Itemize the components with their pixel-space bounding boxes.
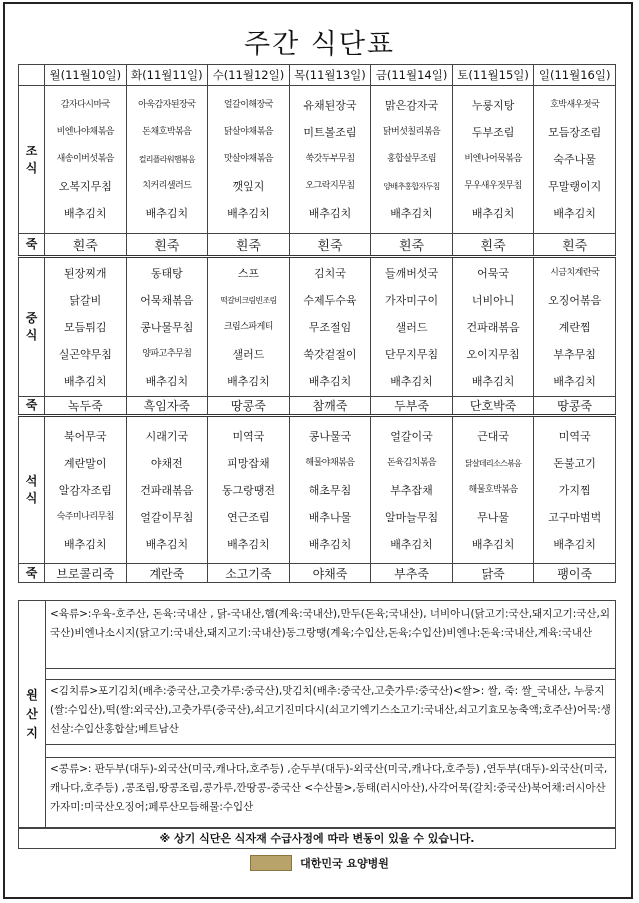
menu-item: 새송이버섯볶음 (56, 154, 114, 164)
menu-item: 떡갈비크림빈조림 (220, 295, 277, 305)
breakfast-cell (45, 86, 127, 234)
menu-item: 돈불고기 (553, 456, 596, 470)
menu-item: 얼갈이무침 (140, 510, 194, 524)
menu-item: 가자미구이 (384, 293, 439, 307)
menu-item: 동태탕 (150, 266, 183, 280)
menu-item: 홍합살무조림 (386, 154, 437, 164)
menu-item: 양배추홍합자두침 (383, 182, 440, 191)
origin-beans: <콩류>: 판두부(대두)-외국산(미국,캐나다,호주등) ,순두부(대두)-외국산(미국,캐나다,호주등) ,연두부(대두)-외국산(미국,캐나다,호주등) ,콩조림,땅콩조림,콩가루,깐땅콩-중국산 <수산물>,동태(러시아산),사각어묵(갈치:중국산)북어채:러시아산가자미:미국산오징어;페루산모듬해물:수입산 (46, 757, 615, 827)
menu-item: 배추김치 (471, 374, 515, 388)
page-title: 주간 식단표 (244, 29, 395, 60)
lunch-cell (208, 257, 290, 397)
lunch-cell (45, 257, 127, 397)
dinner-cell (534, 416, 616, 564)
porridge-cell: 흑임자죽 (126, 397, 208, 416)
menu-item: 깻잎지 (232, 180, 265, 193)
menu-item: 스프 (237, 266, 260, 280)
menu-item: 모듬장조림 (548, 126, 602, 139)
breakfast-cell (452, 86, 534, 234)
menu-item: 시래기국 (145, 429, 189, 443)
menu-item: 부추무침 (553, 347, 596, 361)
day-header-row (19, 65, 616, 86)
porridge-cell: 소고기죽 (208, 564, 290, 583)
porridge-cell: 계란죽 (126, 564, 208, 583)
dinner-cell (452, 416, 534, 564)
origin-kimchi: <김치류>포기김치(배추:중국산,고춧가루:중국산),맛김치(배추:중국산,고춧가루:중국산)<쌀>: 쌀, 죽: 쌀_국내산, 누룽지(쌀:수입산),떡(쌀:외국산),고춧가루(중국산),쇠고기진미다시(쇠고기엑기스소고기:국내산,쇠고기효모농축액;호주산)어묵:생선살:수입산홍합살;베트남산 (46, 679, 615, 745)
menu-item: 어묵채볶음 (140, 293, 194, 307)
day-header: 토(11월15일) (452, 65, 534, 86)
footer (0, 853, 639, 873)
day-header: 일(11월16일) (534, 65, 616, 86)
breakfast-cell (126, 86, 208, 234)
lunch-cell (452, 257, 534, 397)
day-header: 월(11월10일) (45, 65, 127, 86)
menu-item: 콩나물국 (308, 429, 352, 443)
menu-item: 해초무침 (308, 483, 352, 497)
menu-item: 샐러드 (232, 347, 265, 361)
menu-item: 배추김치 (64, 374, 107, 388)
lunch-cell (371, 257, 453, 397)
breakfast-cell (371, 86, 453, 234)
menu-item: 동그랑땡전 (221, 483, 275, 497)
menu-item: 너비아니 (471, 293, 515, 307)
origin-info-box (18, 600, 616, 828)
porridge-cell: 흰죽 (126, 234, 208, 257)
menu-item: 무우새우젓무침 (464, 181, 522, 191)
menu-item: 샐러드 (395, 320, 428, 334)
breakfast-cell (534, 86, 616, 234)
porridge-label: 죽 (19, 234, 45, 257)
menu-item: 들깨버섯국 (384, 266, 439, 280)
menu-item: 돈채호박볶음 (142, 127, 192, 137)
menu-item: 호박새우젓국 (550, 100, 600, 110)
menu-item: 닭살야채볶음 (223, 127, 273, 137)
menu-item: 모듬튀김 (64, 320, 107, 334)
hospital-logo (250, 855, 292, 871)
porridge-cell: 단호박죽 (452, 397, 534, 416)
menu-item: 무말랭이지 (548, 180, 602, 193)
porridge-label: 죽 (19, 397, 45, 416)
menu-item: 배추김치 (145, 207, 189, 220)
menu-item: 배추김치 (308, 537, 352, 551)
porridge-cell: 브로콜리죽 (45, 564, 127, 583)
menu-item: 시금치계란국 (550, 267, 600, 278)
menu-item: 얼갈이해장국 (223, 100, 273, 110)
menu-item: 누룽지탕 (471, 99, 515, 112)
menu-item: 양파고추무침 (142, 348, 192, 359)
menu-item: 숙주나물 (553, 153, 596, 166)
menu-item: 배추김치 (145, 374, 189, 388)
porridge-label: 죽 (19, 564, 45, 583)
porridge-cell: 녹두죽 (45, 397, 127, 416)
menu-item: 크림스파게티 (223, 321, 273, 332)
porridge-cell: 흰죽 (289, 234, 371, 257)
menu-item: 오그락지무침 (305, 181, 355, 191)
menu-item: 배추김치 (471, 537, 515, 551)
menu-item: 배추김치 (145, 537, 189, 551)
corner-cell (19, 65, 45, 86)
menu-item: 배추김치 (553, 537, 596, 551)
dinner-porridge-row (19, 564, 616, 583)
porridge-cell: 땅콩죽 (534, 397, 616, 416)
porridge-cell: 닭죽 (452, 564, 534, 583)
menu-item: 건파래볶음 (466, 320, 520, 334)
day-header: 목(11월13일) (289, 65, 371, 86)
menu-item: 배추김치 (64, 537, 107, 551)
hospital-name: 대한민국 요양병원 (300, 857, 389, 870)
breakfast-row (19, 86, 616, 234)
menu-item: 비엔나야채볶음 (56, 127, 114, 137)
menu-item: 근대국 (477, 429, 510, 443)
porridge-cell: 흰죽 (534, 234, 616, 257)
breakfast-cell (208, 86, 290, 234)
lunch-porridge-row (19, 397, 616, 416)
menu-item: 실곤약무침 (58, 347, 112, 361)
menu-item: 배추김치 (471, 207, 515, 220)
porridge-cell: 부추죽 (371, 564, 453, 583)
dinner-cell (126, 416, 208, 564)
menu-item: 컬리플라워햄볶음 (138, 155, 195, 164)
menu-item: 유채된장국 (303, 99, 357, 112)
day-header: 화(11월11일) (126, 65, 208, 86)
menu-item: 숙주미나리무침 (56, 511, 114, 522)
dinner-row (19, 416, 616, 564)
menu-item: 무조절임 (308, 320, 352, 334)
menu-item: 닭살데리소스볶음 (464, 458, 522, 468)
menu-item: 두부조림 (471, 126, 515, 139)
menu-item: 수제두수육 (303, 293, 357, 307)
menu-item: 북어무국 (64, 429, 107, 443)
dinner-label: 석 식 (19, 416, 45, 564)
breakfast-porridge-row (19, 234, 616, 257)
menu-item: 치커리샐러드 (142, 181, 192, 191)
menu-item: 쑥갓겉절이 (303, 347, 357, 361)
lunch-cell (126, 257, 208, 397)
menu-item: 오복지무침 (58, 180, 112, 193)
menu-item: 고구마범벅 (548, 510, 602, 524)
menu-item: 맑은감자국 (384, 99, 439, 112)
menu-item: 배추김치 (227, 537, 270, 551)
lunch-cell (534, 257, 616, 397)
porridge-cell: 팽이죽 (534, 564, 616, 583)
menu-item: 비엔나어묵볶음 (464, 154, 522, 164)
menu-item: 미역국 (558, 429, 591, 443)
porridge-cell: 흰죽 (45, 234, 127, 257)
menu-item: 감자다시마국 (60, 100, 110, 110)
menu-item: 김치국 (314, 266, 346, 280)
menu-item: 맛살야채볶음 (223, 154, 273, 164)
dinner-cell (45, 416, 127, 564)
menu-item: 피망잡채 (227, 456, 270, 470)
menu-item: 미트볼조림 (303, 126, 357, 139)
menu-item: 해물야채볶음 (305, 457, 355, 468)
porridge-cell: 두부죽 (371, 397, 453, 416)
menu-item: 연근조림 (227, 510, 270, 524)
menu-item: 오이지무침 (466, 347, 520, 361)
menu-item: 아욱감자된장국 (138, 100, 196, 110)
menu-item: 된장찌개 (64, 266, 107, 280)
menu-item: 계란말이 (64, 456, 107, 470)
breakfast-label: 조 식 (19, 86, 45, 234)
weekly-menu-table (18, 64, 616, 583)
menu-item: 무나물 (477, 510, 510, 524)
menu-item: 알감자조림 (58, 483, 112, 497)
menu-item: 배추나물 (308, 510, 352, 524)
menu-item: 배추김치 (308, 207, 352, 220)
breakfast-cell (289, 86, 371, 234)
menu-item: 배추김치 (390, 207, 433, 220)
day-header: 수(11월12일) (208, 65, 290, 86)
porridge-cell: 흰죽 (208, 234, 290, 257)
menu-item: 닭버섯칠리볶음 (382, 127, 441, 137)
porridge-cell: 야채죽 (289, 564, 371, 583)
menu-item: 배추김치 (308, 374, 352, 388)
menu-item: 배추김치 (390, 374, 433, 388)
porridge-cell: 땅콩죽 (208, 397, 290, 416)
notice: ※ 상기 식단은 식자재 수급사정에 따라 변동이 있을 수 있습니다. (18, 828, 616, 849)
dinner-cell (208, 416, 290, 564)
menu-item: 콩나물무침 (140, 320, 194, 334)
menu-item: 얼갈이국 (390, 429, 433, 443)
porridge-cell: 참깨죽 (289, 397, 371, 416)
dinner-cell (371, 416, 453, 564)
dinner-cell (289, 416, 371, 564)
menu-item: 해물호박볶음 (468, 484, 518, 495)
origin-label: 원 산 지 (19, 601, 46, 827)
menu-item: 배추김치 (553, 207, 596, 220)
porridge-cell: 흰죽 (371, 234, 453, 257)
menu-item: 건파래볶음 (140, 483, 194, 497)
menu-item: 배추김치 (64, 207, 107, 220)
lunch-cell (289, 257, 371, 397)
menu-item: 단무지무침 (384, 347, 439, 361)
menu-item: 쑥갓두부무침 (305, 154, 355, 164)
lunch-label: 중 식 (19, 257, 45, 397)
porridge-cell: 흰죽 (452, 234, 534, 257)
menu-item: 돈육김치볶음 (386, 457, 437, 468)
menu-item: 닭갈비 (69, 293, 102, 307)
menu-item: 오징어볶음 (548, 293, 602, 307)
lunch-row (19, 257, 616, 397)
menu-item: 배추김치 (227, 207, 270, 220)
menu-item: 배추김치 (390, 537, 433, 551)
menu-item: 가지찜 (558, 483, 591, 497)
menu-item: 야채전 (150, 456, 183, 470)
menu-item: 알마늘무침 (384, 510, 439, 524)
origin-meat: <육류>:우육-호주산, 돈육:국내산 , 닭-국내산,햄(계육:국내산),만두(돈육;국내산), 너비아니(닭고기:국산,돼지고기:국산,외국산)비엔나소시지(닭고기:국내산,돼지고기:국내산)동그랑땡(계육;수입산,돈육;수입산)비엔나:돈육:국내산,계육:국내산 (46, 603, 615, 669)
menu-item: 어묵국 (477, 266, 510, 280)
menu-item: 배추김치 (227, 374, 270, 388)
menu-item: 계란찜 (558, 320, 591, 334)
menu-item: 배추김치 (553, 374, 596, 388)
menu-item: 미역국 (232, 429, 265, 443)
menu-item: 부추잡채 (390, 483, 433, 497)
day-header: 금(11월14일) (371, 65, 453, 86)
